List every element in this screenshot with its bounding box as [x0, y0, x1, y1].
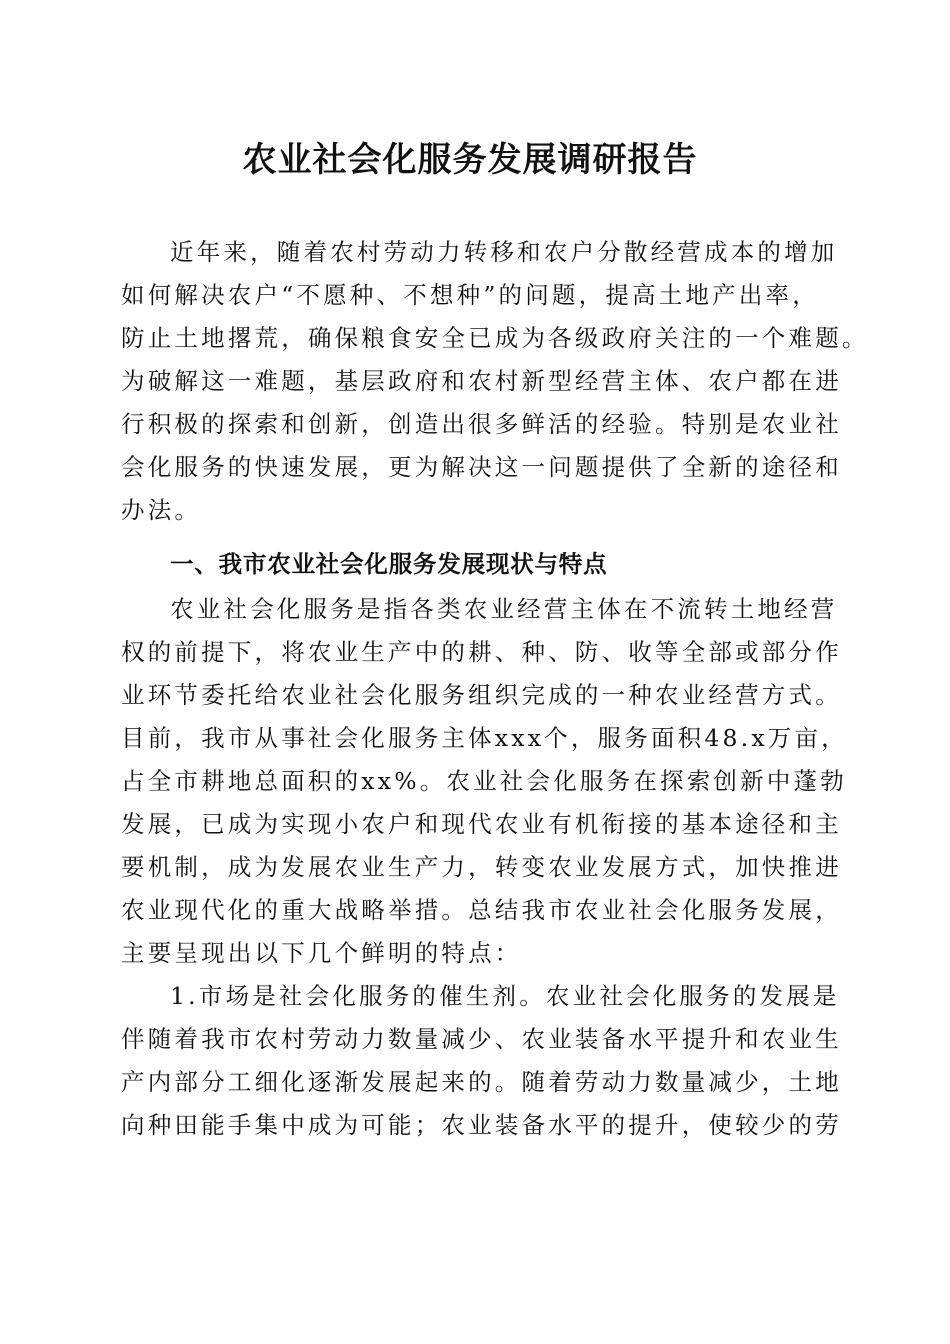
paragraph-line: 产内部分工细化逐渐发展起来的。随着劳动力数量减少，土地 [121, 1068, 842, 1096]
paragraph-line: 发展，已成为实现小农户和现代农业有机衔接的基本途径和主 [121, 810, 842, 838]
paragraph-line: 办法。 [121, 496, 202, 524]
paragraph-line: 要机制，成为发展农业生产力，转变农业发展方式，加快推进 [121, 853, 842, 881]
paragraph-line: 近年来，随着农村劳动力转移和农户分散经营成本的增加 [170, 238, 838, 266]
paragraph-line: 占全市耕地总面积的xx%。农业社会化服务在探索创新中蓬勃 [121, 767, 847, 795]
paragraph-line: 农业社会化服务是指各类农业经营主体在不流转土地经营 [170, 595, 838, 623]
paragraph-line: 主要呈现出以下几个鲜明的特点： [121, 939, 522, 967]
paragraph-line: 会化服务的快速发展，更为解决这一问题提供了全新的途径和 [121, 453, 842, 481]
paragraph-line: 目前，我市从事社会化服务主体xxx个，服务面积48.x万亩， [121, 724, 848, 752]
paragraph-line: 权的前提下，将农业生产中的耕、种、防、收等全部或部分作 [121, 638, 842, 666]
paragraph-line: 1.市场是社会化服务的催生剂。农业社会化服务的发展是 [170, 982, 840, 1010]
paragraph-line: 行积极的探索和创新，创造出很多鲜活的经验。特别是农业社 [121, 410, 842, 438]
paragraph-line: 如何解决农户“不愿种、不想种”的问题，提高土地产出率， [121, 281, 819, 309]
paragraph-line: 农业现代化的重大战略举措。总结我市农业社会化服务发展， [121, 896, 842, 924]
paragraph-line: 业环节委托给农业社会化服务组织完成的一种农业经营方式。 [121, 681, 842, 709]
document-title: 农业社会化服务发展调研报告 [242, 140, 698, 180]
paragraph-line: 向种田能手集中成为可能；农业装备水平的提升，使较少的劳 [121, 1111, 842, 1139]
paragraph-line: 伴随着我市农村劳动力数量减少、农业装备水平提升和农业生 [121, 1025, 842, 1053]
paragraph-line: 为破解这一难题，基层政府和农村新型经营主体、农户都在进 [121, 367, 842, 395]
section-heading: 一、我市农业社会化服务发展现状与特点 [170, 550, 608, 578]
paragraph-line: 防止土地撂荒，确保粮食安全已成为各级政府关注的一个难题。 [121, 324, 869, 352]
